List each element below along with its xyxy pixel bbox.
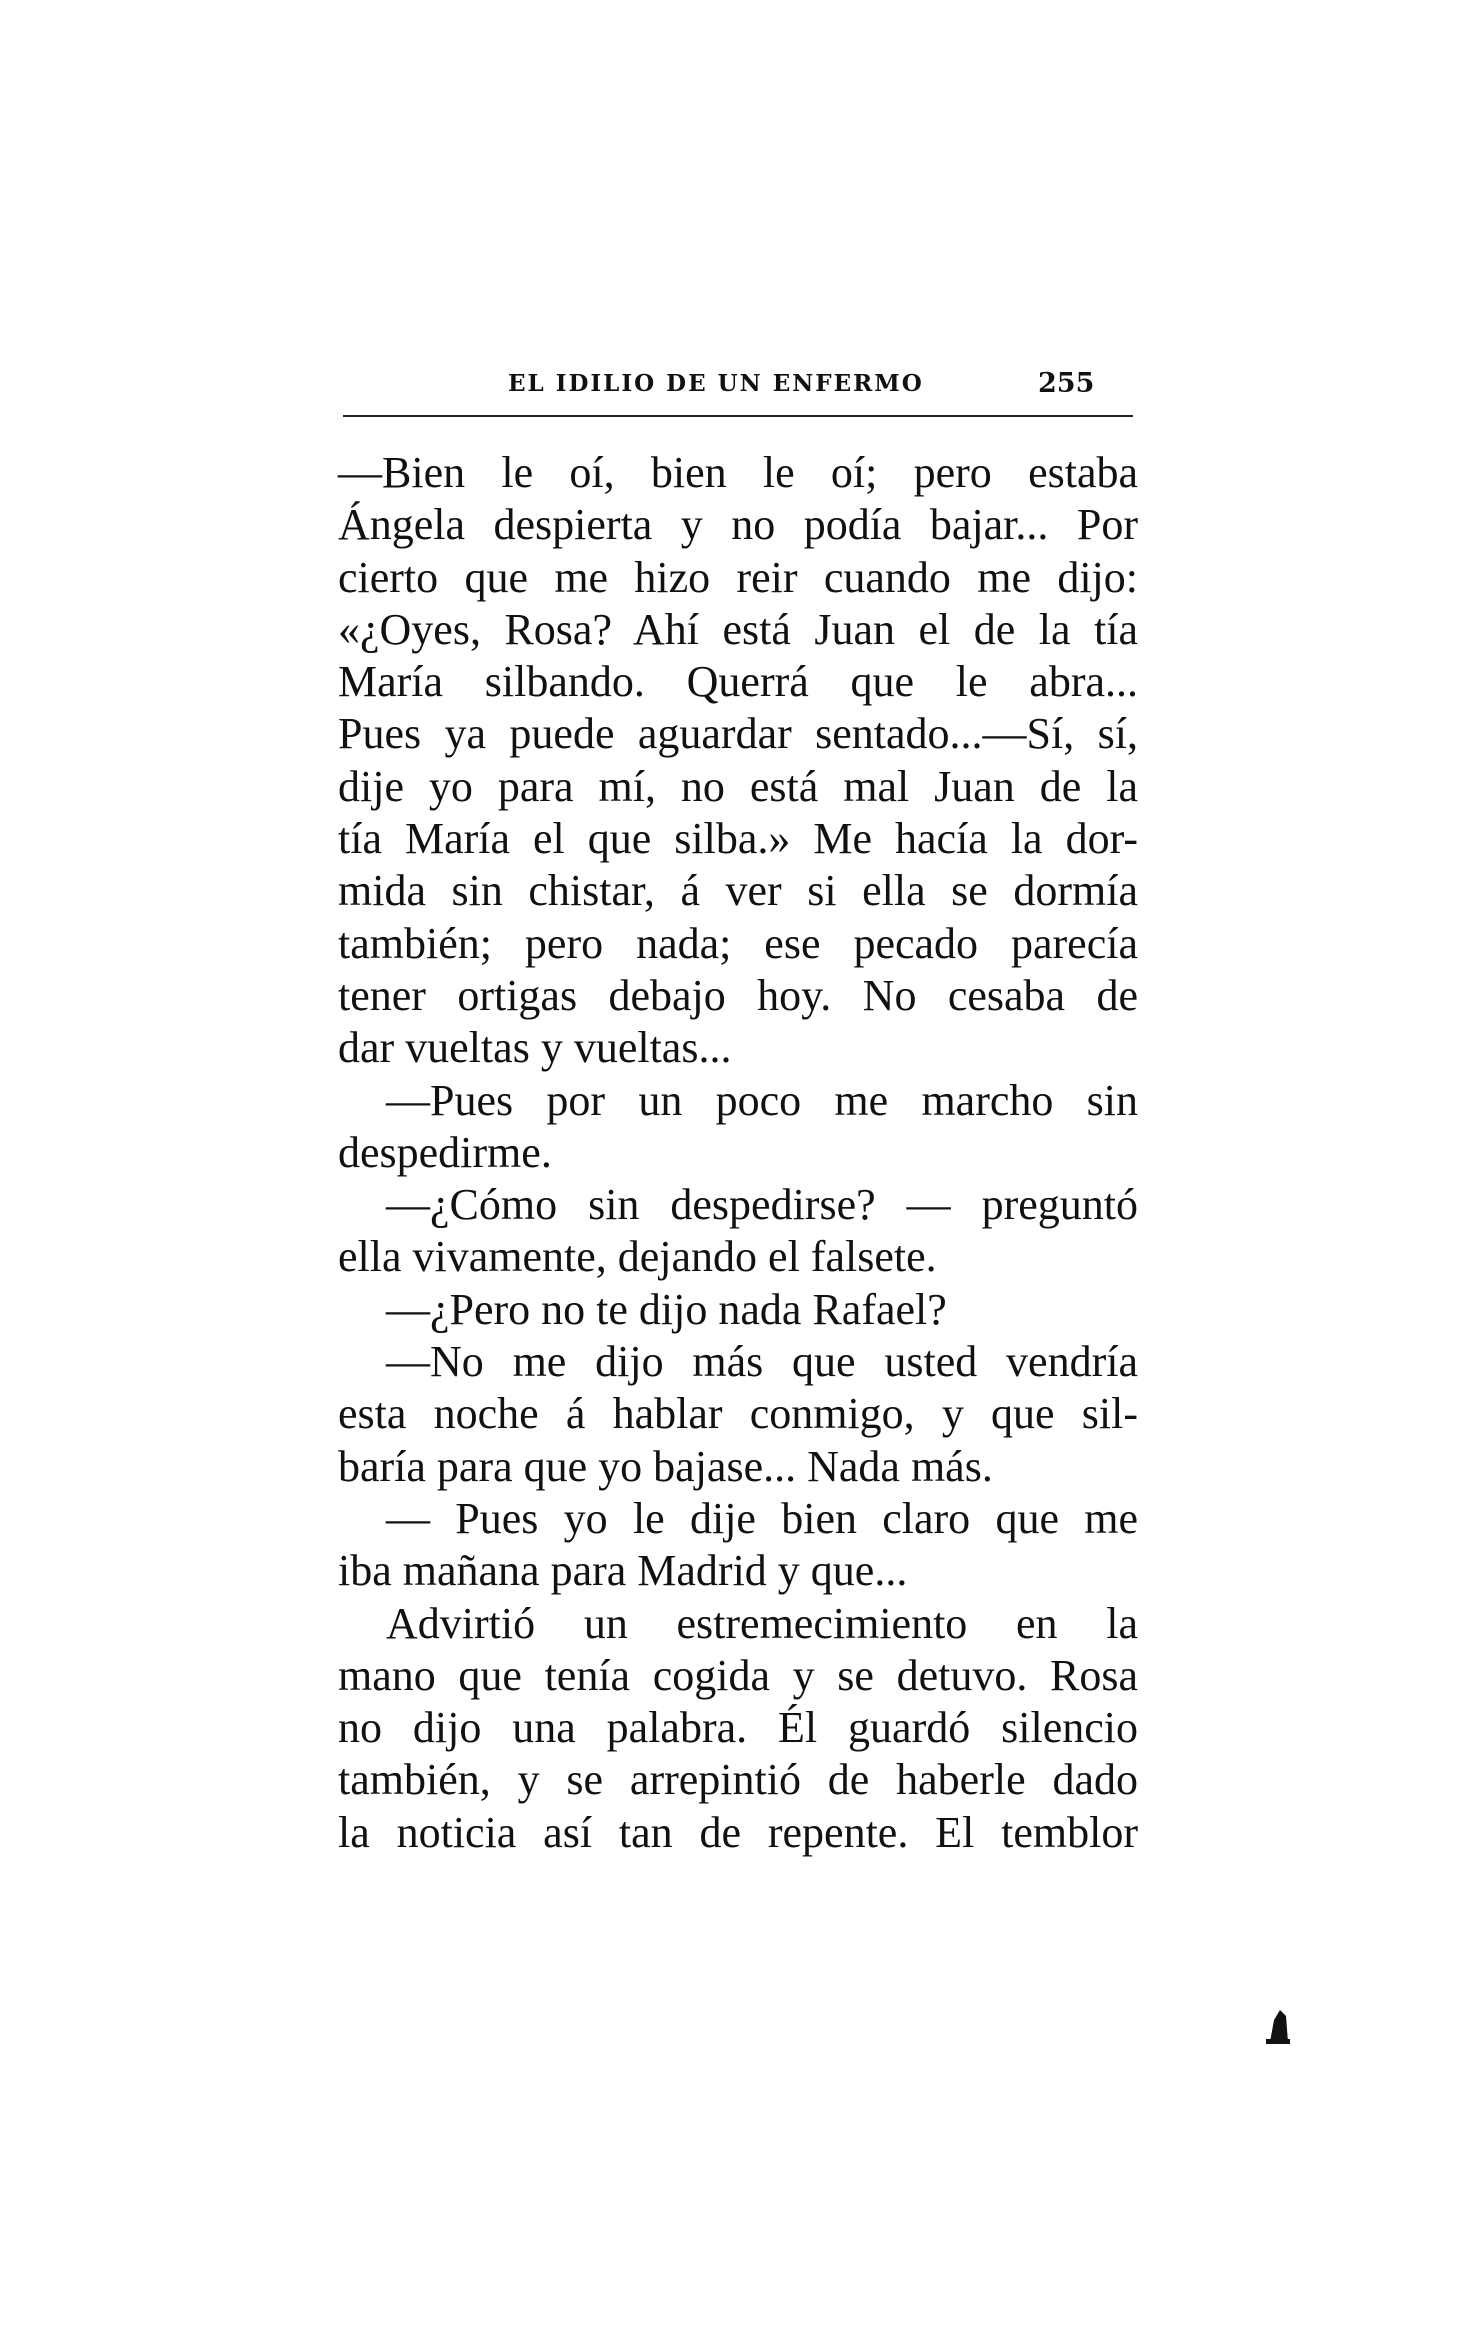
text-line: iba mañana para Madrid y que... [338,1546,908,1596]
text-line: dar vueltas y vueltas... [338,1023,732,1073]
text-line: esta noche á hablar conmigo, y que sil- [338,1389,1138,1439]
header-rule [343,415,1133,417]
text-line: tener ortigas debajo hoy. No cesaba de [338,970,1138,1020]
text-line: despedirme. [338,1127,552,1177]
text-line: —¿Cómo sin despedirse? — preguntó [386,1180,1138,1230]
text-line: también, y se arrepintió de haberle dado [338,1755,1138,1805]
text-line: —Bien le oí, bien le oí; pero estaba [338,448,1138,497]
text-line: María silbando. Querrá que le abra... [338,657,1138,707]
text-line: ella vivamente, dejando el falsete. [338,1232,937,1282]
text-line: Advirtió un estremecimiento en la [386,1598,1138,1648]
margin-mark [1266,2008,1290,2044]
text-line: Ángela despierta y no podía bajar... Por [338,500,1138,550]
text-line: no dijo una palabra. Él guardó silencio [338,1703,1138,1753]
text-line: mano que tenía cogida y se detuvo. Rosa [338,1650,1138,1700]
text-line: mida sin chistar, á ver si ella se dormía [338,866,1138,916]
running-title: EL IDILIO DE UN ENFERMO [508,370,924,397]
text-line: —Pues por un poco me marcho sin [386,1075,1138,1125]
text-line: «¿Oyes, Rosa? Ahí está Juan el de la tía [338,604,1138,654]
text-line: baría para que yo bajase... Nada más. [338,1441,993,1491]
text-line: Pues ya puede aguardar sentado...—Sí, sí, [338,709,1138,759]
running-head [338,364,1138,404]
text-line: tía María el que silba.» Me hacía la dor- [338,814,1138,864]
text-line: — Pues yo le dije bien claro que me [386,1493,1138,1543]
text-line: cierto que me hizo reir cuando me dijo: [338,552,1138,602]
text-line: —¿Pero no te dijo nada Rafael? [386,1284,947,1334]
page-number: 255 [1038,368,1095,399]
text-line: también; pero nada; ese pecado parecía [338,918,1138,968]
body-text [338,447,1138,1859]
text-line: la noticia así tan de repente. El temblor [338,1807,1138,1857]
text-line: —No me dijo más que usted vendría [386,1337,1138,1387]
text-line: dije yo para mí, no está mal Juan de la [338,761,1138,811]
